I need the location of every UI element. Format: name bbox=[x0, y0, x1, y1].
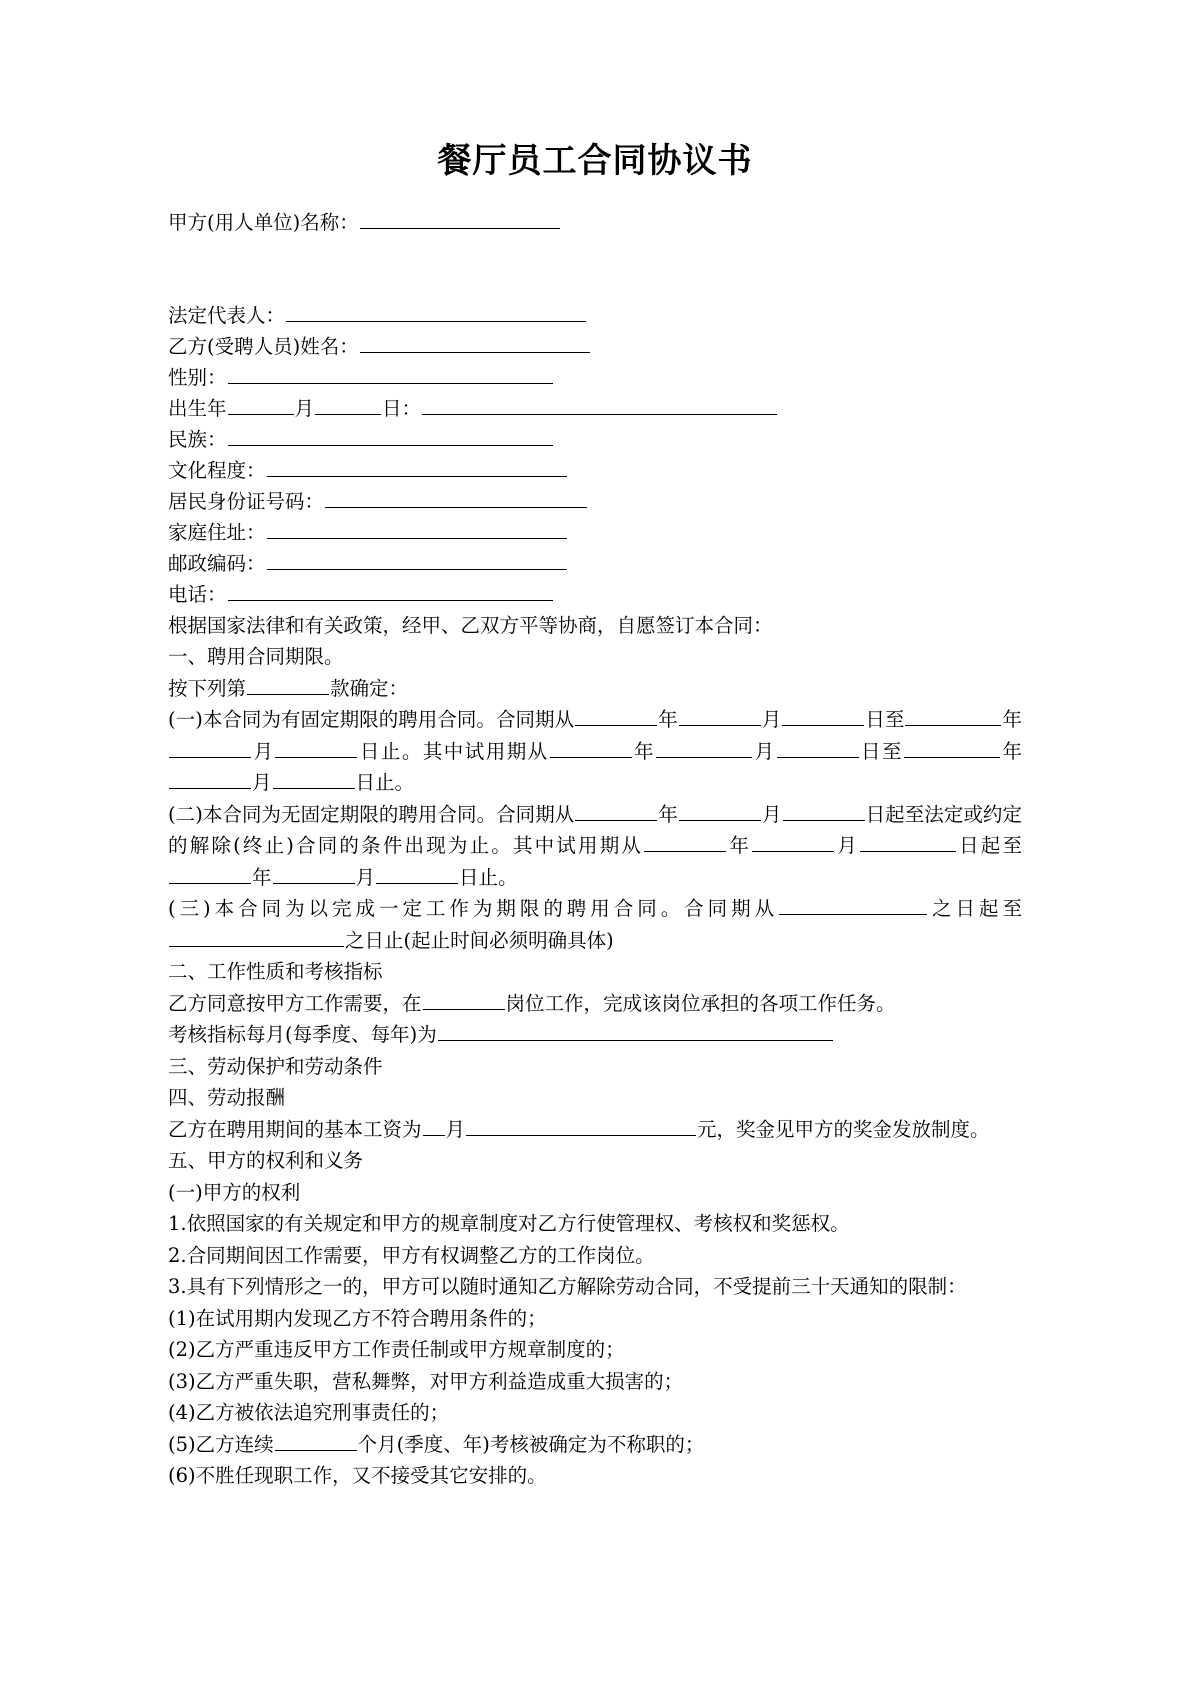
clause-2-y2: 年 bbox=[727, 834, 752, 857]
field-id-number-blank[interactable] bbox=[325, 488, 587, 508]
clause-1-probation-start-year-blank[interactable] bbox=[550, 738, 632, 758]
section-5-title: 五、甲方的权利和义务 bbox=[168, 1149, 364, 1172]
field-id-number-label: 居民身份证号码： bbox=[168, 489, 325, 513]
field-birth-month-label: 月 bbox=[294, 396, 315, 420]
section-1-title: 一、聘用合同期限。 bbox=[168, 645, 344, 668]
clause-2-probation-end-year-blank[interactable] bbox=[169, 864, 251, 884]
section-2-position-blank[interactable] bbox=[423, 990, 505, 1010]
field-education-label: 文化程度： bbox=[168, 458, 266, 482]
clause-2-m3: 月 bbox=[355, 865, 376, 889]
section-5-item-1: 1.依照国家的有关规定和甲方的规章制度对乙方行使管理权、考核权和奖惩权。 bbox=[168, 1212, 850, 1235]
clause-1-start-day-blank[interactable] bbox=[782, 706, 864, 726]
field-birth-date-blank[interactable] bbox=[422, 395, 777, 415]
section-4-salary-line bbox=[168, 1114, 1022, 1146]
clause-2-d1: 日起至法 bbox=[865, 802, 944, 826]
field-birth-day-label: 日： bbox=[382, 396, 422, 420]
section-2-title: 二、工作性质和考核指标 bbox=[168, 960, 383, 983]
field-phone-blank[interactable] bbox=[228, 581, 553, 601]
clause-2-probation-year-blank[interactable] bbox=[644, 832, 726, 852]
section-5-item-3: 3.具有下列情形之一的，甲方可以随时通知乙方解除劳动合同，不受提前三十天通知的限制： bbox=[168, 1275, 967, 1298]
section-5-item-3-sub-4: (4)乙方被依法追究刑事责任的； bbox=[168, 1401, 450, 1424]
clause-2-start-year-blank[interactable] bbox=[575, 801, 657, 821]
field-ethnicity bbox=[168, 424, 1022, 455]
clause-2-start-month-blank[interactable] bbox=[679, 801, 761, 821]
section-5-item-3-sub-5 bbox=[168, 1429, 1022, 1461]
field-phone-label: 电话： bbox=[168, 582, 227, 606]
clause-2-m1: 月 bbox=[761, 802, 782, 826]
clause-1-start-year-blank[interactable] bbox=[575, 706, 657, 726]
clause-1-probation-end-day-blank[interactable] bbox=[273, 769, 355, 789]
section-4-line-a: 乙方在聘用期间的基本工资为 bbox=[168, 1117, 422, 1141]
clause-2-probation-end-month-blank[interactable] bbox=[273, 864, 355, 884]
clause-2-probation-month-blank[interactable] bbox=[752, 832, 834, 852]
clause-3-end-blank[interactable] bbox=[169, 927, 344, 947]
clause-2-probation-day-blank[interactable] bbox=[860, 832, 956, 852]
field-gender-label: 性别： bbox=[168, 365, 227, 389]
clause-1-end-day-blank[interactable] bbox=[275, 738, 357, 758]
section-5-item-3-sub-6: (6)不胜任现职工作，又不接受其它安排的。 bbox=[168, 1464, 547, 1487]
section-2-assessment-blank[interactable] bbox=[438, 1021, 833, 1041]
field-ethnicity-blank[interactable] bbox=[228, 426, 553, 446]
section-2-line-c: 考核指标每月(每季度、每年)为 bbox=[168, 1023, 437, 1046]
field-legal-representative-label: 法定代表人： bbox=[168, 303, 286, 327]
field-employer-name bbox=[168, 207, 1022, 238]
clause-1-end-year-blank[interactable] bbox=[905, 706, 1001, 726]
field-education bbox=[168, 455, 1022, 486]
clause-2-probation-end-day-blank[interactable] bbox=[376, 864, 458, 884]
section-5-item-3-sub-5-prefix: (5)乙方连续 bbox=[168, 1432, 274, 1456]
clause-1-probation-start-month-blank[interactable] bbox=[656, 738, 752, 758]
clause-open-ended bbox=[168, 799, 1022, 894]
clause-3-text-b: 之日起至 bbox=[928, 897, 1022, 920]
field-ethnicity-label: 民族： bbox=[168, 427, 227, 451]
clause-2-m2: 月 bbox=[835, 834, 859, 857]
field-postal-code-blank[interactable] bbox=[267, 550, 567, 570]
clause-1-text-a: (一)本合同为有固定期限的聘用合同。合同期从 bbox=[168, 708, 575, 731]
clause-1-m3: 月 bbox=[753, 739, 776, 763]
clause-1-y3: 年 bbox=[632, 739, 656, 763]
field-birth-year-blank[interactable] bbox=[228, 395, 294, 415]
clause-2-y3: 年 bbox=[252, 865, 272, 889]
section-5-item-3-sub-5-blank[interactable] bbox=[275, 1431, 357, 1451]
field-home-address-label: 家庭住址： bbox=[168, 520, 266, 544]
field-home-address-blank[interactable] bbox=[267, 519, 567, 539]
field-employee-name-blank[interactable] bbox=[360, 333, 590, 353]
section-4-line-b: 月 bbox=[445, 1117, 466, 1141]
section-5-subtitle: (一)甲方的权利 bbox=[168, 1180, 301, 1204]
section-5-item-3-sub-2: (2)乙方严重违反甲方工作责任制或甲方规章制度的； bbox=[168, 1338, 625, 1361]
section-5-item-2: 2.合同期间因工作需要，甲方有权调整乙方的工作岗位。 bbox=[168, 1243, 655, 1267]
section-5-item-3-sub-3: (3)乙方严重失职，营私舞弊，对甲方利益造成重大损害的； bbox=[168, 1369, 684, 1393]
field-employer-name-label: 甲方(用人单位)名称： bbox=[168, 210, 359, 234]
field-gender bbox=[168, 362, 1022, 393]
field-home-address bbox=[168, 517, 1022, 548]
spacer bbox=[168, 238, 1022, 300]
clause-task-based bbox=[168, 893, 1022, 956]
clause-3-start-blank[interactable] bbox=[779, 895, 927, 915]
clause-fixed-term bbox=[168, 704, 1022, 799]
clause-1-d4: 日止。 bbox=[355, 771, 415, 794]
clause-1-probation-end-year-blank[interactable] bbox=[904, 738, 1000, 758]
section-4-line-c: 元，奖金见甲方的奖金发放制度。 bbox=[697, 1117, 990, 1141]
clause-1-y4: 年 bbox=[1001, 739, 1022, 763]
section-5-item-3-sub-5-suffix: 个月(季度、年)考核被确定为不称职的； bbox=[357, 1432, 705, 1456]
field-education-blank[interactable] bbox=[267, 457, 567, 477]
field-birth-year-label: 出生年 bbox=[168, 396, 227, 420]
section-1-intro-prefix: 按下列第 bbox=[168, 676, 247, 700]
clause-1-start-month-blank[interactable] bbox=[679, 706, 761, 726]
clause-1-d2: 日止。其中试用期从 bbox=[358, 739, 549, 763]
clause-1-probation-end-month-blank[interactable] bbox=[169, 769, 251, 789]
clause-2-d3: 日止。 bbox=[459, 865, 518, 889]
clause-3-text-a: (三)本合同为以完成一定工作为期限的聘用合同。合同期从 bbox=[168, 897, 779, 920]
clause-1-d1: 日至 bbox=[865, 708, 905, 731]
field-birth-date bbox=[168, 393, 1022, 424]
field-gender-blank[interactable] bbox=[228, 364, 553, 384]
clause-1-m2: 月 bbox=[252, 739, 275, 763]
section-4-period-blank[interactable] bbox=[423, 1116, 445, 1136]
preamble-text: 根据国家法律和有关政策，经甲、乙双方平等协商，自愿签订本合同： bbox=[168, 613, 773, 637]
clause-1-probation-start-day-blank[interactable] bbox=[777, 738, 859, 758]
clause-1-y2: 年 bbox=[1002, 708, 1022, 731]
section-2-position-line bbox=[168, 988, 1022, 1020]
clause-1-end-month-blank[interactable] bbox=[169, 738, 251, 758]
field-employee-name bbox=[168, 331, 1022, 362]
section-3-title: 三、劳动保护和劳动条件 bbox=[168, 1054, 383, 1078]
clause-2-y1: 年 bbox=[658, 802, 678, 826]
clause-1-m4: 月 bbox=[252, 771, 272, 794]
section-4-amount-blank[interactable] bbox=[466, 1116, 696, 1136]
clause-1-d3: 日至 bbox=[859, 739, 903, 763]
clause-2-text-c: 日起至 bbox=[956, 834, 1022, 857]
section-2-line-b: 岗位工作，完成该岗位承担的各项工作任务。 bbox=[505, 991, 896, 1015]
field-birth-month-blank[interactable] bbox=[315, 395, 381, 415]
clause-2-text-a: (二)本合同为无固定期限的聘用合同。合同期从 bbox=[168, 802, 575, 826]
section-1-clause-number-blank[interactable] bbox=[247, 675, 329, 695]
section-4-title: 四、劳动报酬 bbox=[168, 1086, 286, 1109]
clause-3-text-c: 之日止(起止时间必须明确具体) bbox=[345, 928, 614, 952]
field-legal-representative bbox=[168, 300, 1022, 331]
section-1-intro-suffix: 款确定： bbox=[330, 676, 409, 700]
field-employee-name-label: 乙方(受聘人员)姓名： bbox=[168, 334, 359, 358]
field-phone bbox=[168, 579, 1022, 610]
field-employer-name-blank[interactable] bbox=[360, 209, 560, 229]
clause-2-start-day-blank[interactable] bbox=[783, 801, 865, 821]
clause-1-m1: 月 bbox=[761, 708, 782, 731]
field-legal-representative-blank[interactable] bbox=[286, 302, 586, 322]
section-2-line-a: 乙方同意按甲方工作需要，在 bbox=[168, 991, 422, 1015]
section-5-item-3-sub-1: (1)在试用期内发现乙方不符合聘用条件的； bbox=[168, 1306, 547, 1330]
page-title: 餐厅员工合同协议书 bbox=[437, 141, 753, 181]
clause-1-y1: 年 bbox=[658, 708, 678, 731]
section-2-assessment-line bbox=[168, 1019, 1022, 1051]
section-1-intro bbox=[168, 673, 1022, 705]
field-id-number bbox=[168, 486, 1022, 517]
field-postal-code-label: 邮政编码： bbox=[168, 551, 266, 575]
clause-2-text-b: 定或约定的解除(终止)合同的条件出现为止。其中试用期从 bbox=[168, 802, 1022, 857]
field-postal-code bbox=[168, 548, 1022, 579]
